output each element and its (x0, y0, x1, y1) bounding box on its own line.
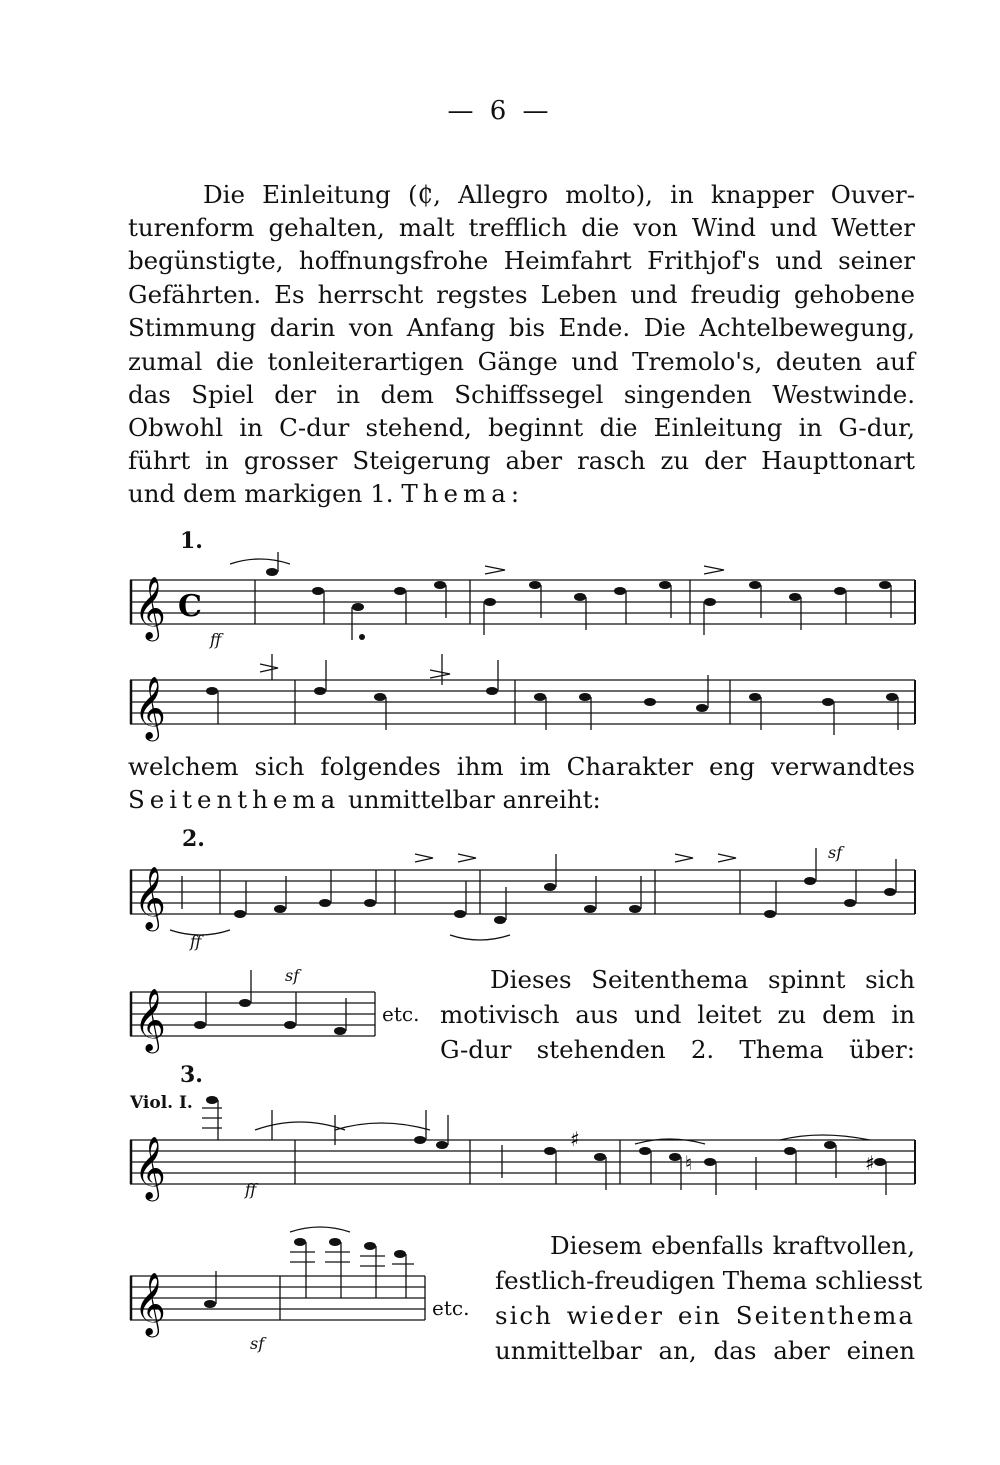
etc-label-2: etc. (432, 1296, 470, 1320)
dynamic-sf-2: sf (285, 966, 300, 985)
dynamic-ff: ff (210, 630, 222, 649)
svg-text:𝄞: 𝄞 (134, 988, 166, 1051)
svg-text:𝄞: 𝄞 (134, 1136, 166, 1199)
dynamic-ff-2: ff (190, 932, 202, 951)
text-line: G-dur stehenden 2. Thema über: (440, 1035, 915, 1064)
text-line: turenform gehalten, malt trefflich die von Wind und Wetter (128, 213, 915, 242)
svg-text:𝄞: 𝄞 (134, 866, 166, 929)
dynamic-sf: sf (828, 843, 843, 862)
violin-label: Viol. I. (130, 1093, 193, 1113)
music-staff-ex2-line1 (130, 850, 920, 945)
text-line: führt in grosser Steigerung aber rasch zu der Haupttonart (128, 446, 915, 475)
music-staff-ex1-line2 (130, 660, 920, 740)
text-line-last (128, 477, 915, 511)
svg-text:♯: ♯ (865, 1151, 875, 1175)
text-fragment: unmittelbar anreiht: (340, 785, 601, 814)
text-line: Obwohl in C-dur stehend, beginnt die Einleitung in G-dur, (128, 413, 915, 442)
dynamic-sf-3: sf (250, 1334, 265, 1353)
example-3-number: 3. (180, 1062, 203, 1088)
text-line: motivisch aus und leitet zu dem in (440, 1000, 915, 1029)
example-2-number: 2. (182, 826, 205, 852)
svg-text:𝄞: 𝄞 (134, 1272, 166, 1335)
dynamic-ff-3: ff (245, 1180, 257, 1199)
text-line: Stimmung darin von Anfang bis Ende. Die Achtelbewegung, (128, 313, 915, 342)
svg-text:C: C (178, 589, 202, 624)
text-line (128, 783, 915, 817)
text-line: Gefährten. Es herrscht regstes Leben und freudig gehobene (128, 280, 915, 309)
music-staff-ex3-line2 (130, 1256, 430, 1336)
text-line: Dieses Seitenthema spinnt sich (490, 965, 915, 994)
text-line: welchem sich folgendes ihm im Charakter eng verwandtes (128, 752, 915, 781)
svg-text:𝄞: 𝄞 (134, 676, 166, 739)
text-line: begünstigte, hoffnungsfrohe Heimfahrt Frithjof's und seiner (128, 246, 915, 275)
side-paragraph-2 (495, 1228, 923, 1368)
side-paragraph-1 (440, 962, 915, 1067)
page-number: — 6 — (447, 96, 553, 126)
text-line: Die Einleitung (₵, Allegro molto), in knapper Ouver- (203, 180, 915, 209)
text-line: Diesem ebenfalls kraftvollen, (550, 1231, 915, 1260)
svg-text:♮: ♮ (685, 1151, 693, 1175)
text-line: unmittelbar an, das aber einen (495, 1336, 915, 1365)
seitenthema-label: Seitenthema (128, 785, 341, 814)
etc-label: etc. (382, 1002, 420, 1026)
text-line: sich wieder ein Seitenthema (495, 1301, 915, 1330)
text-line: das Spiel der in dem Schiffssegel singenden Westwinde. (128, 380, 915, 409)
text-line: zumal die tonleiterartigen Gänge und Tremolo's, deuten auf (128, 347, 915, 376)
svg-text:𝄞: 𝄞 (134, 576, 166, 639)
music-staff-ex1-line1 (130, 560, 920, 650)
text-fragment: und dem markigen 1. (128, 479, 402, 508)
text-line: festlich-freudigen Thema schliesst (495, 1266, 923, 1295)
svg-text:♯: ♯ (570, 1127, 580, 1151)
thema-label: Thema: (401, 479, 525, 508)
music-staff-ex2-line2 (130, 972, 380, 1052)
example-1-number: 1. (180, 528, 203, 554)
